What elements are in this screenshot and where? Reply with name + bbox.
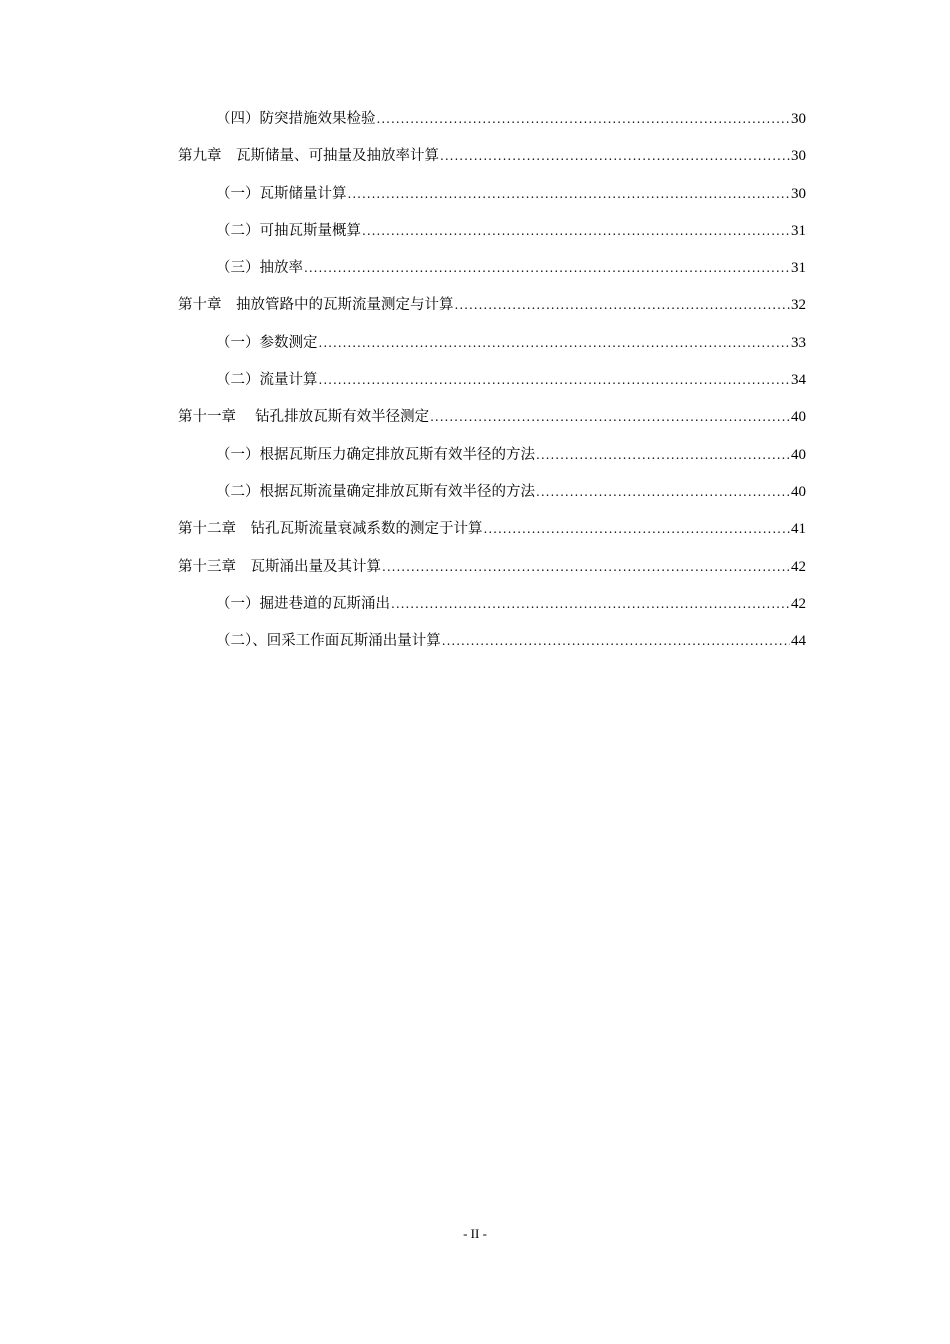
toc-entry[interactable]	[178, 143, 806, 180]
toc-dot-leader	[319, 330, 791, 356]
toc-entry[interactable]	[178, 292, 806, 329]
toc-entry-page: 40	[791, 483, 806, 500]
page-number-footer: - II -	[463, 1226, 487, 1241]
table-of-contents	[178, 106, 806, 665]
toc-entry[interactable]	[178, 479, 806, 516]
toc-entry-title: （一）掘进巷道的瓦斯涌出	[216, 595, 390, 612]
toc-entry-page: 44	[791, 633, 806, 650]
toc-dot-leader	[348, 181, 791, 207]
toc-entry[interactable]	[178, 218, 806, 255]
toc-dot-leader	[536, 442, 790, 468]
toc-entry-title: （四）防突措施效果检验	[216, 111, 376, 127]
toc-entry[interactable]	[178, 404, 806, 441]
toc-entry-title: 第十二章 钻孔瓦斯流量衰减系数的测定于计算	[178, 521, 483, 538]
toc-entry[interactable]	[178, 181, 806, 218]
toc-entry-title: 第十章 抽放管路中的瓦斯流量测定与计算	[178, 297, 454, 314]
toc-entry[interactable]	[178, 554, 806, 591]
toc-entry[interactable]	[178, 330, 806, 367]
toc-dot-leader	[536, 479, 790, 505]
toc-entry[interactable]	[178, 106, 806, 143]
toc-entry[interactable]	[178, 442, 806, 479]
toc-entry-page: 30	[791, 148, 806, 165]
toc-entry[interactable]	[178, 628, 806, 665]
toc-entry-page: 32	[791, 297, 806, 314]
toc-dot-leader	[455, 292, 791, 318]
toc-entry[interactable]	[178, 255, 806, 292]
toc-dot-leader	[442, 628, 790, 654]
toc-entry-page: 42	[791, 558, 806, 575]
toc-entry-title: （二）流量计算	[216, 372, 318, 389]
toc-dot-leader	[484, 516, 791, 542]
toc-entry-title: （二）可抽瓦斯量概算	[216, 222, 361, 239]
toc-dot-leader	[377, 106, 791, 132]
toc-entry-page: 31	[791, 260, 806, 277]
toc-entry-page: 40	[791, 409, 806, 426]
toc-dot-leader	[382, 554, 790, 580]
toc-entry-title: （一）根据瓦斯压力确定排放瓦斯有效半径的方法	[216, 446, 535, 463]
toc-entry[interactable]	[178, 367, 806, 404]
toc-entry-title: （一）瓦斯储量计算	[216, 185, 347, 202]
toc-dot-leader	[440, 143, 790, 169]
toc-entry-title: （二）根据瓦斯流量确定排放瓦斯有效半径的方法	[216, 483, 535, 500]
toc-dot-leader	[430, 404, 790, 430]
toc-entry-page: 41	[791, 521, 806, 538]
toc-dot-leader	[362, 218, 790, 244]
toc-dot-leader	[391, 591, 790, 617]
toc-entry-page: 34	[791, 372, 806, 389]
toc-entry-title: 第十一章 钻孔排放瓦斯有效半径测定	[178, 409, 430, 426]
toc-entry[interactable]	[178, 516, 806, 553]
toc-entry-page: 30	[791, 111, 806, 127]
toc-entry-page: 30	[791, 185, 806, 202]
toc-dot-leader	[319, 367, 791, 393]
toc-entry-title: （二）、回采工作面瓦斯涌出量计算	[216, 633, 441, 650]
toc-entry-title: 第十三章 瓦斯涌出量及其计算	[178, 558, 381, 575]
toc-entry-title: （三）抽放率	[216, 260, 303, 277]
toc-entry-title: （一）参数测定	[216, 334, 318, 351]
toc-entry-page: 31	[791, 222, 806, 239]
toc-entry-title: 第九章 瓦斯储量、可抽量及抽放率计算	[178, 148, 439, 165]
toc-dot-leader	[304, 255, 790, 281]
toc-entry-page: 33	[791, 334, 806, 351]
toc-entry[interactable]	[178, 591, 806, 628]
toc-entry-page: 40	[791, 446, 806, 463]
toc-entry-page: 42	[791, 595, 806, 612]
